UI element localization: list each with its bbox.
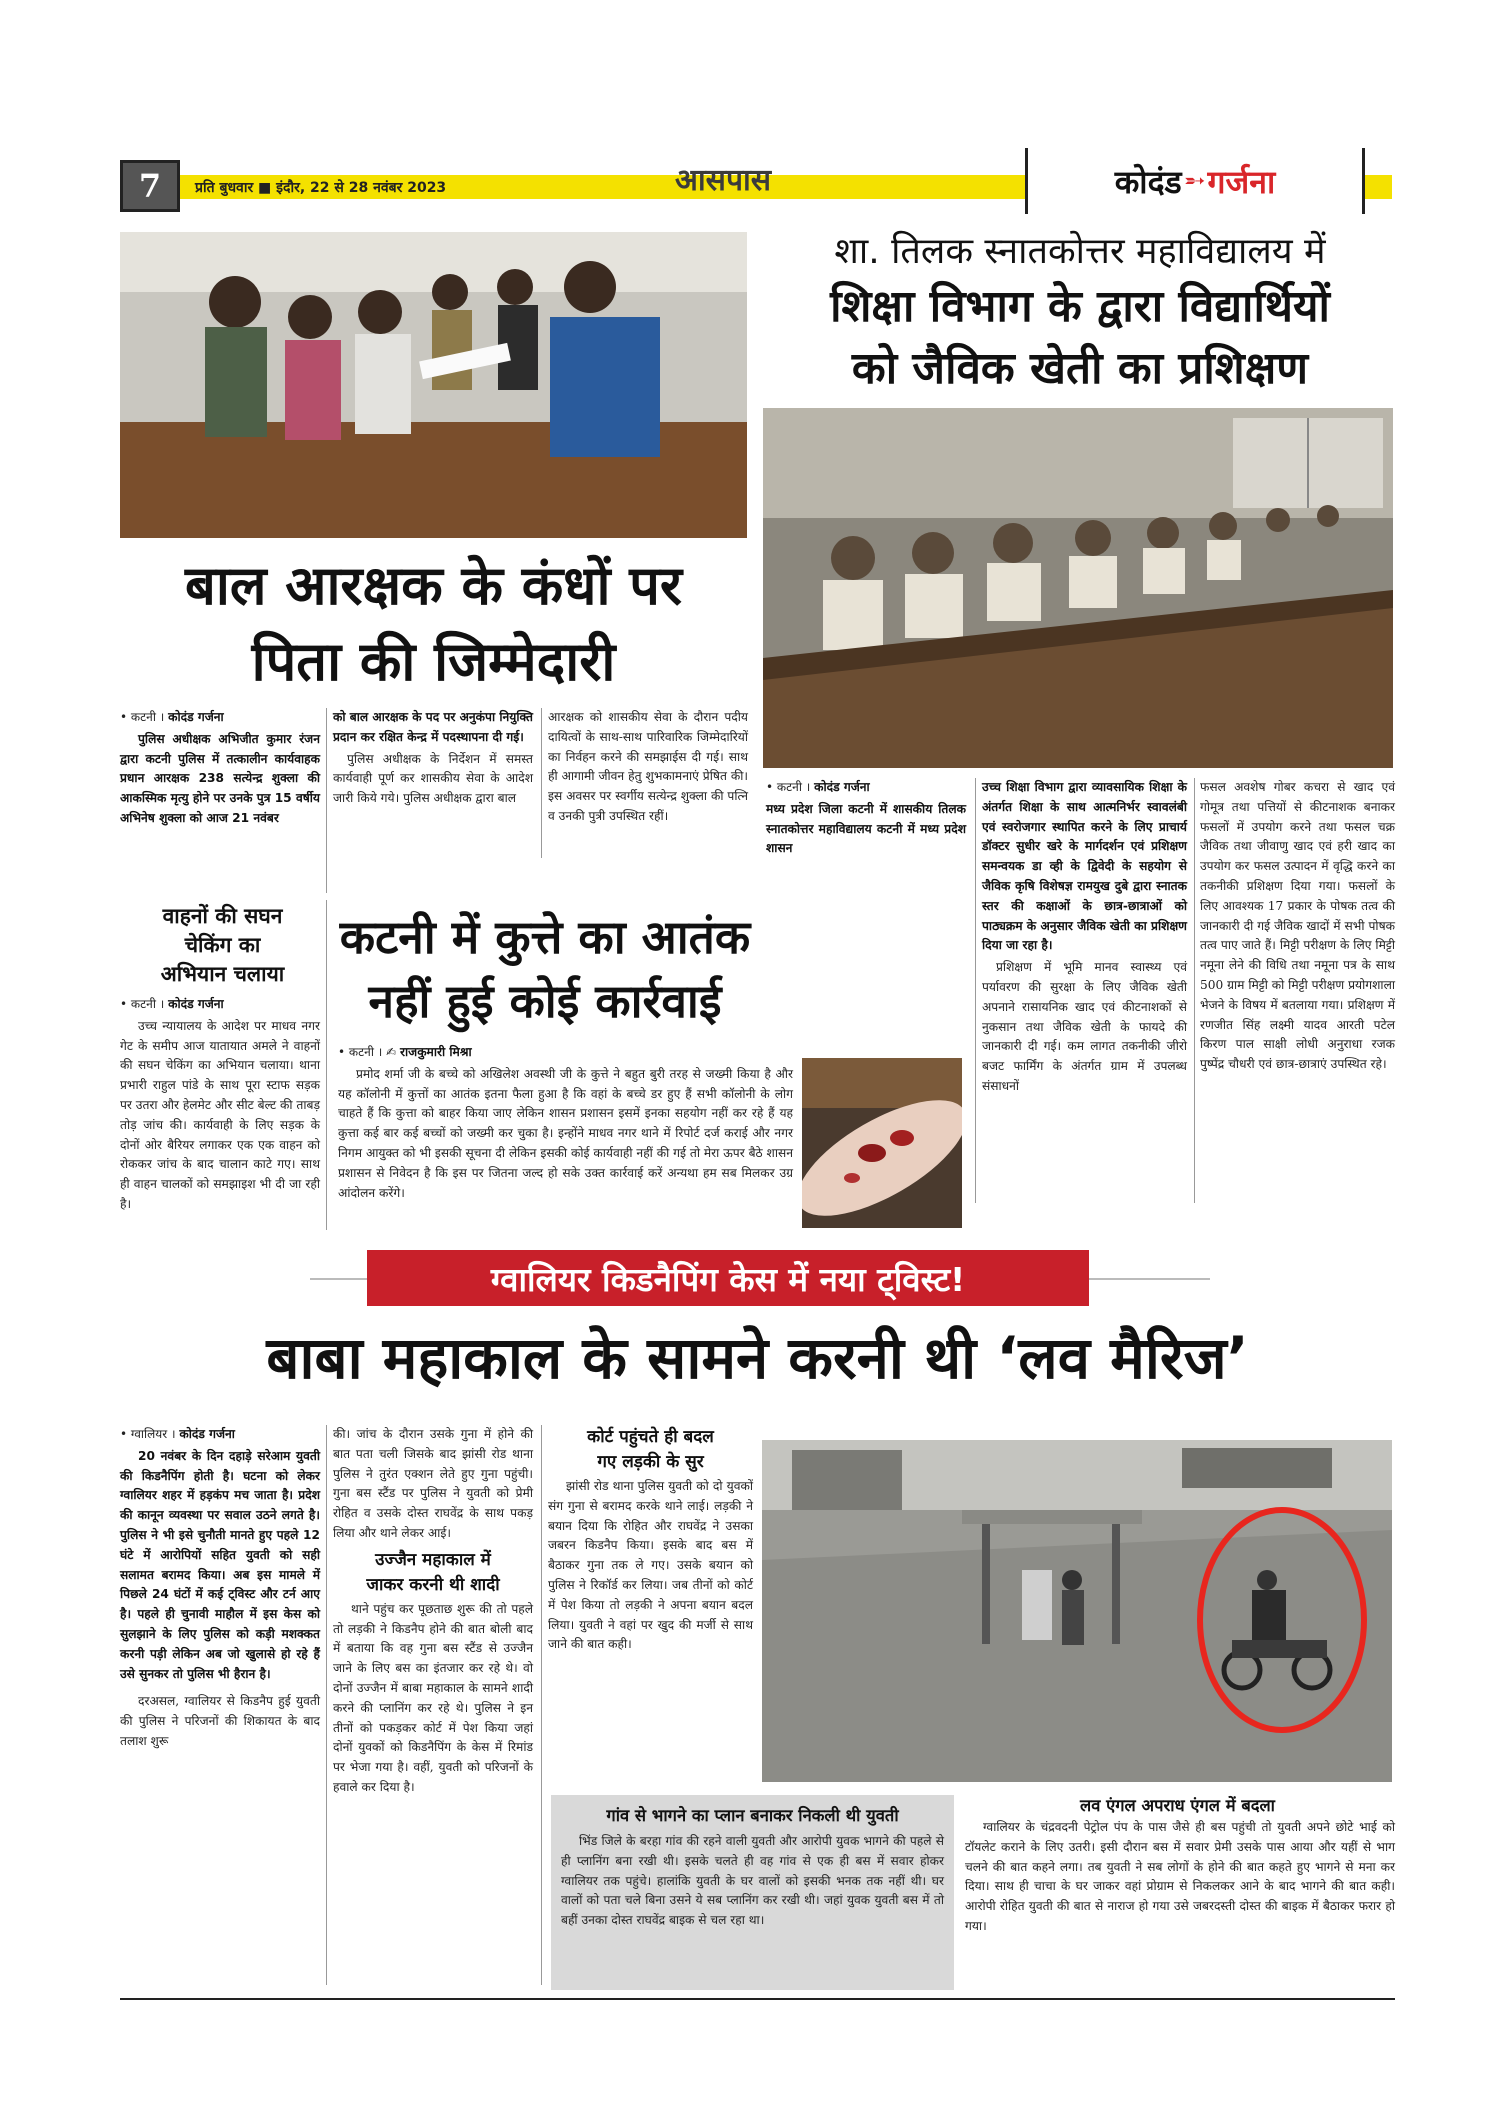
court-subhead	[548, 1425, 753, 1475]
dateline: प्रति बुधवार ■ इंदौर, 22 से 28 नवंबर 2023	[195, 180, 447, 196]
injury-photo	[802, 1058, 962, 1228]
bal-dateline	[120, 708, 320, 728]
brand-logo	[1025, 148, 1365, 214]
gwalior-dateline	[120, 1425, 320, 1445]
page-number: 7	[138, 167, 162, 205]
classroom-photo	[763, 408, 1393, 768]
vahan-dateline-agency: कोदंड गर्जना	[168, 997, 224, 1011]
page-number-box	[120, 160, 180, 212]
love-angle-text: ग्वालियर के चंद्रवदनी पेट्रोल पंप के पास जैसे ही बस पहुंची तो युवती अपने छोटे भाई को टॉयलेट कराने के लिए उतरी। इसी दौरान बस में सवार प्रेमी उसके पास आया और यहीं से भाग चलने की बात कहने लगा। तब युवती ने सब लोगों के होने की बात कहते हुए भागने से मना कर दिया। साथ ही चाचा के घर जाकर वहां प्रोग्राम से निकलकर आने के बाद भागने की बात कही। आरोपी रोहित युवती की बात से नाराज हो गया उसे जबरदस्ती दोस्त की बाइक में बैठाकर फरार हो गया।	[965, 1820, 1395, 1933]
gwalior-headline: बाबा महाकाल के सामने करनी थी ‘लव मैरिज’	[266, 1324, 1249, 1392]
police-handover-photo	[120, 232, 747, 538]
tilak-headline	[760, 228, 1400, 400]
arrow-icon: ➵	[1183, 166, 1206, 196]
kutte-text: प्रमोद शर्मा जी के बच्चे को अखिलेश अवस्थी जी के कुत्ते ने बहुत बुरी तरह से जख्मी किया है और यह कॉलोनी में कुत्तों का आतंक इतना फैला हुआ है कि वहां के बच्चे डर हुए हैं सभी कॉलोनी के लोग चाहते हैं कि कुत्ता को बाहर किया जाए लेकिन शासन प्रशासन इसमें इनका सहयोग नहीं कर रहे हैं यह कुत्ता कई बार कई बच्चों को जख्मी कर चुका है। इन्होंने माधव नगर थाने में रिपोर्ट दर्ज कराई और नगर निगम आयुक्त को भी इसकी सूचना दी लेकिन इसकी कोई कार्यवाही नहीं की गई तो मेरा ऊपर बैठे शासन प्रशासन से निवेदन है कि इस पर जितना जल्द हो सके उक्त कार्रवाई करें अन्यथा हम सब मिलकर उग्र आंदोलन करेंगे।	[338, 1066, 793, 1200]
vahan-col	[120, 995, 320, 1217]
divider	[326, 1425, 327, 1985]
tilak-col1-lead: मध्य प्रदेश जिला कटनी में शासकीय तिलक स्नातकोत्तर महाविद्यालय कटनी में मध्य प्रदेश शासन	[766, 801, 966, 856]
bal-dateline-place: • कटनी ।	[120, 710, 165, 724]
gwalior-col-1	[120, 1425, 320, 1754]
kutte-headline-line1: कटनी में कुत्ते का आतंक	[339, 910, 751, 964]
tilak-col-1	[766, 778, 966, 861]
village-box-headline: गांव से भागने का प्लान बनाकर निकली थी युवती	[606, 1806, 899, 1825]
bal-col2-text: पुलिस अधीक्षक के निर्देशन में समस्त कार्यवाही पूर्ण कर शासकीय सेवा के आदेश जारी किये गये। पुलिस अधीक्षक द्वारा बाल	[333, 751, 533, 806]
cctv-illustration	[762, 1440, 1392, 1782]
vahan-headline-line3: अभियान चलाया	[160, 962, 285, 986]
cctv-photo	[762, 1440, 1392, 1782]
love-angle-subhead: लव एंगल अपराध एंगल में बदला	[1080, 1796, 1275, 1815]
vahan-dateline	[120, 995, 320, 1015]
bottom-rule	[120, 1998, 1395, 2000]
pen-icon: ✍	[386, 1045, 397, 1059]
injury-illustration	[802, 1058, 962, 1228]
tilak-dateline-agency: कोदंड गर्जना	[814, 780, 870, 794]
tilak-col2-text: प्रशिक्षण में भूमि मानव स्वास्थ्य एवं पर्यावरण की सुरक्षा के लिए जैविक खेती अपनाने रासायनिक खाद एवं कीटनाशकों से नुकसान तथा जैविक खेती के फायदे की जानकारी दी गई। कम लागत तकनीकी जीरो बजट फार्मिंग के अंतर्गत ग्राम में उपलब्ध संसाधनों	[982, 960, 1187, 1093]
kutte-dateline-agency: राजकुमारी मिश्रा	[400, 1045, 472, 1059]
gwalior-dateline-place: • ग्वालियर ।	[120, 1427, 176, 1441]
village-box-text: भिंड जिले के बरहा गांव की रहने वाली युवती और आरोपी युवक भागने की पहले से ही प्लानिंग बना रखी थी। इसके चलते ही वह गांव से एक ही बस में सवार होकर ग्वालियर तक पहुंचे। हालांकि युवती के घर वालों को इसकी भनक तक नहीं थी। घर वालों को पता चले बिना उसने ये सब प्लानिंग कर रखी थी। जहां युवक युवती बस में तो बहीं उनका दोस्त राघवेंद्र बाइक से चल रहा था।	[561, 1834, 944, 1928]
vahan-headline	[120, 902, 325, 989]
tilak-dateline-place: • कटनी ।	[766, 780, 811, 794]
twist-banner	[367, 1250, 1089, 1306]
bal-headline-line2: पिता की जिम्मेदारी	[251, 630, 616, 693]
tilak-col-3: फसल अवशेष गोबर कचरा से खाद एवं गोमूत्र तथा पत्तियों से कीटनाशक बनाकर फसलों में उपयोग करने तथा फसल चक्र जैविक तथा जीवाणु खाद एवं हरी खाद का उपयोग कर फसल उत्पादन में वृद्धि करने का तकनीकी प्रशिक्षण दिया गया। फसलों के लिए आवश्यक 17 प्रकार के पोषक तत्व की जानकारी दी गई जैविक खादों में सभी पोषक तत्व पाए जाते हैं। मिट्टी परीक्षण के लिए मिट्टी नमूना लेने की विधि तथा नमूना पत्र के साथ 500 ग्राम मिट्टी को मिट्टी परीक्षण प्रयोगशाला भेजने के विषय में बतलाया गया। प्रशिक्षण में रणजीत सिंह लक्ष्मी यादव आरती पटेल किरण पाल साक्षी लोधी अनुराधा रजक पुष्पेंद्र चौधरी एवं छात्र-छात्राएं उपस्थित रहे।	[1200, 780, 1395, 1072]
twist-banner-text: ग्वालियर किडनैपिंग केस में नया ट्विस्ट!	[490, 1259, 966, 1299]
vahan-dateline-place: • कटनी ।	[120, 997, 165, 1011]
kutte-col	[338, 1043, 793, 1205]
divider	[1194, 778, 1195, 1203]
gwalior-col2-text2: थाने पहुंच कर पूछताछ शुरू की तो पहले तो लड़की ने किडनैप होने की बात बोली बाद में बताया कि वह गुना बस स्टैंड से उज्जैन जाने के लिए बस का इंतजार कर रहे थे। वो दोनों उज्जैन में बाबा महाकाल के सामने शादी करने की प्लानिंग कर रहे थे। पुलिस ने इन तीनों को पकड़कर कोर्ट में पेश किया जहां दोनों युवकों को किडनैपिंग के केस में रिमांड पर भेजा गया है। वहीं, युवती को परिजनों के हवाले कर दिया है।	[333, 1601, 533, 1794]
vahan-text: उच्च न्यायालय के आदेश पर माधव नगर गेट के समीप आज यातायात अमले ने वाहनों की सघन चेकिंग का अभियान चलाया। थाना प्रभारी राहुल पांडे के साथ पूरा स्टाफ सड़क पर उतरा और हेलमेट और सीट बेल्ट की ताबड़ तोड़ जांच की। कार्यवाही के लिए सड़क के दोनों ओर बैरियर लगाकर एक एक वाहन को रोककर जांच के बाद चालान काटे गए। साथ ही वाहन चालकों को समझाइश भी दी जा रही है।	[120, 1018, 320, 1211]
section-title: आसपास	[675, 163, 772, 198]
ujjain-subhead	[333, 1548, 533, 1598]
kutte-dateline-place: • कटनी ।	[338, 1045, 383, 1059]
tilak-col2-lead: उच्च शिक्षा विभाग द्वारा व्यावसायिक शिक्षा के अंतर्गत शिक्षा के साथ आत्मनिर्भर स्वावलंबी एवं स्वरोजगार स्थापित करने के लिए प्राचार्य डॉक्टर सुधीर खरे के मार्गदर्शन एवं प्रशिक्षण समन्वयक डा व्ही के द्विवेदी के सहयोग से जैविक कृषि विशेषज्ञ रामयुख दुबे द्वारा स्नातक स्तर की कक्षाओं के छात्र-छात्राओं को पाठ्यक्रम के अनुसार जैविक खेती का प्रशिक्षण दिया जा रहा है।	[982, 780, 1187, 953]
brand-name-part2: गर्जना	[1207, 162, 1276, 201]
brand-name-part1: कोदंड	[1114, 162, 1182, 201]
bal-col2-lead: को बाल आरक्षक के पद पर अनुकंपा नियुक्ति प्रदान कर रक्षित केन्द्र में पदस्थापना दी गई।	[333, 710, 533, 744]
kutte-headline-line2: नहीं हुई कोई कार्रवाई	[368, 974, 722, 1028]
bal-headline-line1: बाल आरक्षक के कंधों पर	[185, 554, 682, 617]
gwalior-col-3	[548, 1425, 753, 1657]
gwalior-col-2	[333, 1425, 533, 1800]
vahan-headline-line2: चेकिंग का	[184, 933, 261, 957]
bal-col1-lead: पुलिस अधीक्षक अभिजीत कुमार रंजन द्वारा कटनी पुलिस में तत्कालीन कार्यवाहक प्रधान आरक्षक 238 सत्येन्द्र शुक्ला की आकस्मिक मृत्यु होने पर उनके पुत्र 15 वर्षीय अभिनेष शुक्ला को आज 21 नवंबर	[120, 731, 320, 825]
kutte-dateline	[338, 1043, 793, 1063]
gwalior-col2-text1: की। जांच के दौरान उसके गुना में होने की बात पता चली जिसके बाद झांसी रोड थाना पुलिस ने तुरंत एक्शन लेते हुए गुना पहुंची। गुना बस स्टैंड पर पुलिस ने युवती को प्रेमी रोहित व उसके दोस्त राघवेंद्र के साथ पकड़ लिया और थाने लेकर आई।	[333, 1427, 533, 1540]
kutte-headline	[335, 905, 755, 1033]
divider	[541, 1425, 542, 1985]
village-box	[551, 1795, 954, 1990]
court-subhead-line1: कोर्ट पहुंचते ही बदल	[587, 1427, 714, 1447]
gwalior-dateline-agency: कोदंड गर्जना	[179, 1427, 235, 1441]
tilak-headline-line2: शिक्षा विभाग के द्वारा विद्यार्थियों	[830, 281, 1330, 332]
tilak-col-2	[982, 778, 1187, 1099]
gwalior-col1-lead: 20 नवंबर के दिन दहाड़े सरेआम युवती की किडनैपिंग होती है। घटना को लेकर ग्वालियर शहर में हड़कंप मच जाता है। प्रदेश की कानून व्यवस्था पर सवाल उठने लगते है। पुलिस ने भी इसे चुनौती मानते हुए पहले 12 घंटे में आरोपियों सहित युवती को सही सलामत बरामद किया। अब इस मामले में पिछले 24 घंटों में कई ट्विस्ट और टर्न आए है। पहले ही चुनावी माहौल में इस केस को सुलझाने के लिए पुलिस को कड़ी मशक्कत करनी पड़ी लेकिन अब जो खुलासे हो रहे हैं उसे सुनकर तो पुलिस भी हैरान है।	[120, 1448, 320, 1681]
vahan-headline-line1: वाहनों की सघन	[162, 904, 283, 928]
divider	[326, 900, 327, 1230]
ujjain-subhead-line1: उज्जैन महाकाल में	[375, 1549, 491, 1570]
gwalior-col3-text: झांसी रोड थाना पुलिस युवती को दो युवकों संग गुना से बरामद करके थाने लाई। लड़की ने बयान दिया कि रोहित और राघवेंद्र ने उसका जबरन किडनैप किया। इसके बाद बस में बैठाकर गुना तक ले गए। उसके बयान को पुलिस ने रिकॉर्ड कर लिया। जब तीनों को कोर्ट में पेश किया तो लड़की ने अपना बयान बदल लिया। युवती ने वहां पर खुद की मर्जी से साथ जाने की बात कही।	[548, 1479, 753, 1652]
bal-col-3: आरक्षक को शासकीय सेवा के दौरान पदीय दायित्वों के साथ-साथ पारिवारिक जिम्मेदारियों का निर्वहन करने की समझाईस दी गई। साथ ही आगामी जीवन हेतु शुभकामनाएं प्रेषित की। इस अवसर पर स्वर्गीय सत्येन्द्र शुक्ला की पत्नि व उनकी पुत्री उपस्थित रहीं।	[548, 710, 748, 823]
court-subhead-line2: गए लड़की के सुर	[597, 1452, 704, 1472]
tilak-headline-line1: शा. तिलक स्नातकोत्तर महाविद्यालय में	[834, 231, 1326, 272]
tilak-headline-line3: को जैविक खेती का प्रशिक्षण	[851, 343, 1309, 394]
bal-dateline-agency: कोदंड गर्जना	[168, 710, 224, 724]
tilak-dateline	[766, 778, 966, 798]
divider	[326, 708, 327, 893]
ujjain-subhead-line2: जाकर करनी थी शादी	[366, 1574, 500, 1595]
divider	[541, 708, 542, 858]
gwalior-col1-text: दरअसल, ग्वालियर से किडनैप हुई युवती की पुलिस ने परिजनों की शिकायत के बाद तलाश शुरू	[120, 1694, 320, 1748]
bal-col-2	[333, 708, 533, 811]
divider	[975, 778, 976, 1203]
bal-headline	[120, 548, 747, 700]
classroom-illustration	[763, 408, 1393, 768]
police-handover-illustration	[120, 232, 747, 538]
bal-col-1	[120, 708, 320, 831]
